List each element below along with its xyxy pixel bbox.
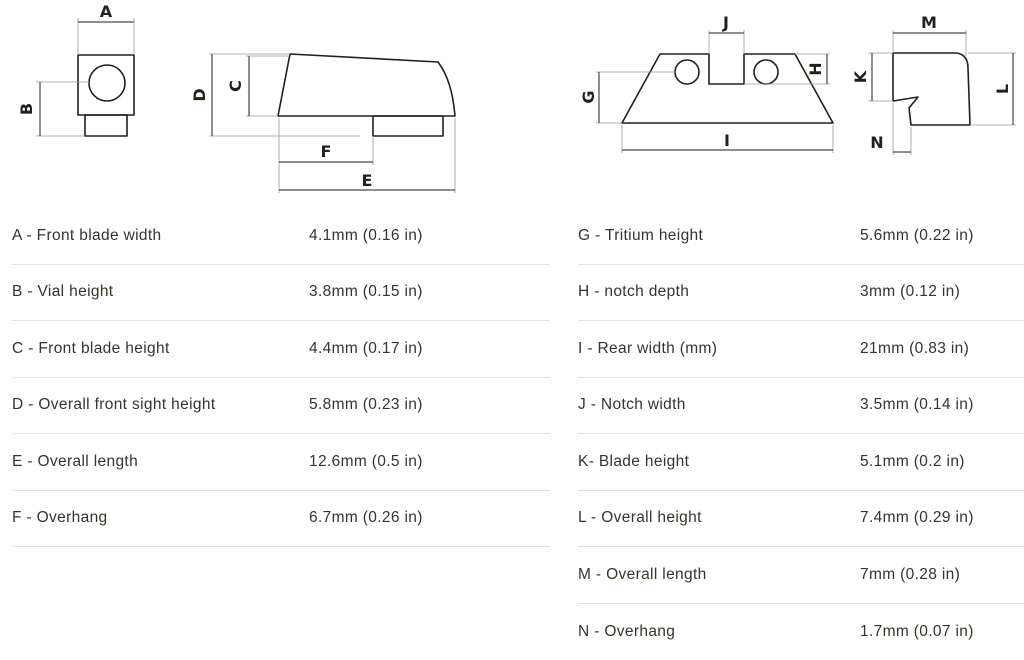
dim-label-h: H bbox=[806, 62, 825, 75]
spec-label: D - Overall front sight height bbox=[12, 396, 215, 414]
rear-sight-side-view bbox=[851, 13, 1016, 155]
front-sight-spec-table bbox=[12, 208, 550, 547]
rear-sight-spec-table bbox=[578, 208, 1024, 660]
spec-label: L - Overall height bbox=[578, 509, 702, 527]
spec-label: H - notch depth bbox=[578, 283, 689, 301]
spec-label: E - Overall length bbox=[12, 453, 138, 471]
spec-row-g bbox=[578, 208, 1024, 265]
spec-row-h bbox=[578, 265, 1024, 322]
dim-label-m: M bbox=[921, 13, 937, 32]
spec-value: 6.7mm (0.26 in) bbox=[309, 509, 423, 527]
dim-label-i: I bbox=[724, 131, 730, 150]
dim-label-d: D bbox=[190, 88, 209, 101]
spec-label: N - Overhang bbox=[578, 623, 675, 641]
spec-value: 4.4mm (0.17 in) bbox=[309, 340, 423, 358]
dim-label-a: A bbox=[100, 2, 113, 21]
rear-sight-front-view bbox=[579, 13, 833, 153]
spec-row-a bbox=[12, 208, 550, 265]
spec-row-n bbox=[578, 604, 1024, 660]
spec-value: 4.1mm (0.16 in) bbox=[309, 227, 423, 245]
dim-label-f: F bbox=[321, 142, 332, 161]
dim-label-n: N bbox=[870, 133, 883, 152]
dim-label-l: L bbox=[993, 84, 1012, 94]
dim-label-b: B bbox=[17, 103, 36, 115]
spec-label: K- Blade height bbox=[578, 453, 689, 471]
dim-label-g: G bbox=[579, 90, 598, 103]
spec-value: 5.6mm (0.22 in) bbox=[860, 227, 974, 245]
front-sight-side-view bbox=[190, 54, 455, 193]
spec-row-j bbox=[578, 378, 1024, 435]
spec-label: J - Notch width bbox=[578, 396, 686, 414]
spec-value: 3mm (0.12 in) bbox=[860, 283, 960, 301]
spec-row-i bbox=[578, 321, 1024, 378]
spec-value: 3.5mm (0.14 in) bbox=[860, 396, 974, 414]
spec-row-c bbox=[12, 321, 550, 378]
spec-label: M - Overall length bbox=[578, 566, 707, 584]
spec-label: A - Front blade width bbox=[12, 227, 162, 245]
dim-label-e: E bbox=[362, 171, 373, 190]
spec-value: 5.8mm (0.23 in) bbox=[309, 396, 423, 414]
sight-dimension-diagram bbox=[0, 0, 1024, 205]
spec-row-l bbox=[578, 491, 1024, 548]
spec-row-e bbox=[12, 434, 550, 491]
dim-label-k: K bbox=[851, 70, 870, 83]
spec-value: 7.4mm (0.29 in) bbox=[860, 509, 974, 527]
spec-value: 12.6mm (0.5 in) bbox=[309, 453, 423, 471]
spec-label: B - Vial height bbox=[12, 283, 113, 301]
spec-row-k bbox=[578, 434, 1024, 491]
spec-value: 3.8mm (0.15 in) bbox=[309, 283, 423, 301]
front-sight-end-view bbox=[17, 2, 134, 136]
spec-value: 1.7mm (0.07 in) bbox=[860, 623, 974, 641]
spec-row-m bbox=[578, 547, 1024, 604]
spec-label: C - Front blade height bbox=[12, 340, 170, 358]
spec-label: I - Rear width (mm) bbox=[578, 340, 717, 358]
spec-row-b bbox=[12, 265, 550, 322]
dim-label-c: C bbox=[226, 80, 245, 92]
spec-value: 21mm (0.83 in) bbox=[860, 340, 969, 358]
spec-label: G - Tritium height bbox=[578, 227, 703, 245]
spec-label: F - Overhang bbox=[12, 509, 108, 527]
spec-row-f bbox=[12, 491, 550, 548]
dim-label-j: J bbox=[722, 13, 729, 32]
spec-value: 5.1mm (0.2 in) bbox=[860, 453, 965, 471]
spec-value: 7mm (0.28 in) bbox=[860, 566, 960, 584]
spec-row-d bbox=[12, 378, 550, 435]
